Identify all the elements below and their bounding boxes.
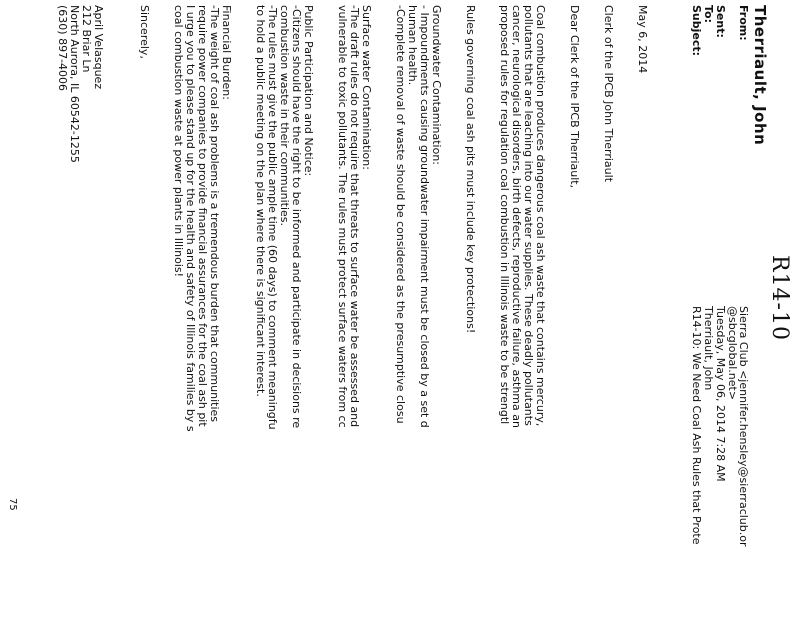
intro-line-2: pollutants that are leaching into our water supplies. These deadly pollutants — [522, 5, 535, 426]
rules-line: Rules governing coal ash pits must include key protections! — [464, 5, 477, 334]
from-label: From: — [737, 5, 750, 41]
groundwater-heading: Groundwater Contamination: — [430, 5, 443, 165]
public-participation-line-2: combustion waste in their communities. — [278, 5, 291, 227]
public-participation-line-1: -Citizens should have the right to be informed and participate in decisions re — [290, 5, 303, 429]
from-value-cont: @sbcglobal.net> — [726, 306, 739, 401]
financial-burden-line-2: require power companies to provide financial assurances for the coal ash pit — [196, 5, 209, 427]
intro-line-1: Coal combustion produces dangerous coal ash waste that contains mercury, — [534, 5, 547, 427]
page-number: 75 — [7, 498, 18, 511]
to-value: Therriault, John — [702, 306, 715, 391]
from-value: Sierra Club <jennifer.hensley@sierraclub.or — [737, 306, 750, 547]
urge-line-2: coal combustion waste at power plants in Illinois! — [172, 5, 185, 278]
financial-burden-heading: Financial Burden: — [220, 5, 233, 100]
surface-water-line-2: vulnerable to toxic pollutants. The rules must protect surface waters from cc — [336, 5, 349, 428]
signature-city: North Aurora, IL 60542-1255 — [68, 5, 81, 163]
signature-street: 212 Briar Ln — [80, 5, 93, 73]
intro-line-3: cancer, neurological disorders, birth defects, reproductive failure, asthma an — [510, 5, 523, 428]
subject-value: R14-10: We Need Coal Ash Rules that Prote — [690, 306, 703, 545]
salutation: Dear Clerk of the IPCB Therriault, — [568, 5, 581, 189]
closing: Sincerely, — [138, 5, 151, 59]
groundwater-line-2: human health. — [406, 5, 419, 86]
public-participation-line-4: to hold a public meeting on the plan where there is significant interest. — [254, 5, 267, 397]
public-participation-line-3: -The rules must give the public ample time (60 days) to comment meaningfu — [266, 5, 279, 430]
surface-water-heading: Surface water Contamination: — [360, 5, 373, 170]
intro-line-4: proposed rules for regulation coal combustion in Illinois waste to be strengtl — [498, 5, 511, 425]
financial-burden-line-1: -The weight of coal ash problems is a tremendous burden that communities — [208, 5, 221, 423]
urge-line-1: I urge you to please stand up for the health and safety of Illinois families by s — [184, 5, 197, 432]
public-participation-heading: Public Participation and Notice: — [302, 5, 315, 177]
letter-date: May 6, 2014 — [636, 5, 649, 74]
sender-name-heading: Therriault, John — [751, 5, 769, 146]
signature-name: April Velasquez — [92, 5, 105, 90]
sent-label: Sent: — [714, 5, 727, 38]
surface-water-line-1: -The draft rules do not require that threats to surface water be assessed and — [348, 5, 361, 428]
groundwater-line-3: -Complete removal of waste should be considered as the presumptive closu — [394, 5, 407, 424]
subject-label: Subject: — [690, 5, 703, 57]
to-label: To: — [702, 5, 715, 23]
groundwater-line-1: - Impoundments causing groundwater impairment must be closed by a set d — [418, 5, 431, 428]
signature-phone: (630) 897-4006 — [56, 5, 69, 92]
recipient-line: Clerk of the IPCB John Therriault — [602, 5, 615, 183]
sent-value: Tuesday, May 06, 2014 7:28 AM — [714, 306, 727, 482]
document-id: R14-10 — [767, 255, 792, 341]
